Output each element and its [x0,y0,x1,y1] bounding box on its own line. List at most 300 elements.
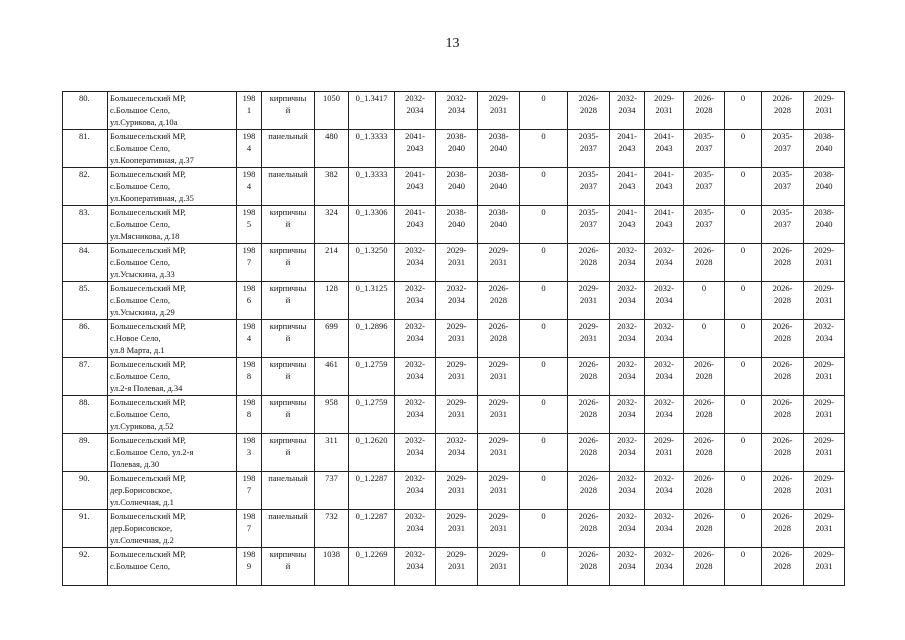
cell-line: 2031 [448,257,465,267]
cell-line: 2032- [617,245,637,255]
cell-line: 2031 [490,447,507,457]
row-number [63,130,108,168]
cell-line: 1038 [323,549,340,559]
period-cell [645,130,684,168]
row-number [63,244,108,282]
cell-line: 2040 [448,143,465,153]
zero-cell [725,548,762,586]
cell-line: 2037 [580,219,597,229]
cell-line: 2043 [655,181,673,191]
cell-line: ул.Солнечная, д.1 [110,497,174,507]
cell-line: 2034 [406,105,424,115]
address-cell [108,244,237,282]
cell-line: с.Новое Село, [110,333,161,343]
period-cell [645,434,684,472]
cell-line: 2028 [774,257,791,267]
period-cell [684,244,725,282]
row-number [63,510,108,548]
year-built-cell [237,320,262,358]
period-cell [568,510,610,548]
row-number [63,434,108,472]
cell-line: 2034 [406,371,424,381]
zero-cell [520,358,568,396]
cell-line: 2037 [774,219,791,229]
cell-line: 2034 [655,409,673,419]
year-built-cell [237,358,262,396]
area-cell [315,510,349,548]
cell-line: 2029- [488,511,509,521]
address-cell [108,282,237,320]
cell-line: 2029- [814,549,834,559]
cell-line: 2034 [448,105,465,115]
period-cell [762,510,804,548]
cell-line: 2034 [406,561,424,571]
address-cell [108,396,237,434]
cell-line: панельный [268,473,308,483]
cell-line: 0_1.2896 [355,321,388,331]
cell-line: кирпичны [269,435,307,445]
cell-line: 2038- [446,131,467,141]
cell-line: 2031 [815,523,833,533]
cell-line: 2031 [655,447,673,457]
cell-line: с.Большое Село, [110,257,170,267]
period-cell [645,168,684,206]
cell-line: 2038- [488,207,509,217]
zero-cell [520,244,568,282]
cell-line: 2028 [774,105,791,115]
cell-line: 80. [79,93,90,103]
cell-line: 2038- [814,131,834,141]
cell-line: 2034 [655,257,673,267]
cell-line: 198 [242,397,256,407]
cell-line: 2035- [578,169,599,179]
cell-line: 2035- [694,169,714,179]
period-cell [804,548,845,586]
period-cell [395,396,436,434]
cell-line: 1050 [323,93,340,103]
period-cell [610,206,645,244]
period-cell [645,92,684,130]
zero-cell [520,510,568,548]
cell-line: 2032- [617,321,637,331]
cell-line: 2032- [654,283,674,293]
cell-line: 9 [246,561,252,571]
cell-line: 2043 [618,219,636,229]
cell-line: ул.8 Марта, д.1 [110,345,165,355]
cell-line: 2028 [774,333,791,343]
year-built-cell [237,206,262,244]
cell-line: 2034 [618,485,636,495]
cell-line: 0_1.3417 [355,93,388,103]
cell-line: й [285,561,291,571]
cell-line: Полевая, д.30 [110,459,160,469]
period-cell [568,168,610,206]
cell-line: 2040 [815,181,833,191]
cell-line: с.Большое Село, [110,105,170,115]
period-cell [436,358,478,396]
cell-line: 2026- [694,397,714,407]
cell-line: 2032- [405,283,425,293]
address-cell [108,510,237,548]
cell-line: 2034 [655,485,673,495]
cell-line: 2032- [617,473,637,483]
cell-line: 2032- [654,511,674,521]
cell-line: 958 [325,397,338,407]
cell-line: 0 [541,511,546,521]
period-cell [645,396,684,434]
cell-line: с.Большое Село, [110,219,170,229]
cell-line: Большесельский МР, [110,473,186,483]
period-cell [684,92,725,130]
period-cell [568,244,610,282]
cell-line: 2034 [618,105,636,115]
cell-line: 2035- [578,207,599,217]
cell-line: й [285,371,291,381]
period-cell [804,168,845,206]
area-cell [315,282,349,320]
cell-line: 2034 [406,257,424,267]
cell-line: кирпичны [269,321,307,331]
cell-line: 2041- [617,207,637,217]
wall-material-cell [262,244,315,282]
cell-line: 2034 [815,333,833,343]
period-cell [762,168,804,206]
wall-material-cell [262,282,315,320]
cell-line: 2028 [774,371,791,381]
cell-line: 324 [325,207,338,217]
wall-material-cell [262,206,315,244]
index-cell [349,92,395,130]
cell-line: 2032- [405,435,425,445]
cell-line: 2026- [772,321,793,331]
table-row [63,282,845,320]
cell-line: 2037 [695,143,713,153]
cell-line: 91. [79,511,90,521]
period-cell [762,396,804,434]
year-built-cell [237,244,262,282]
cell-line: 2029- [814,283,834,293]
cell-line: 2028 [580,485,597,495]
cell-line: 2032- [617,549,637,559]
index-cell [349,434,395,472]
address-cell [108,92,237,130]
period-cell [568,282,610,320]
period-cell [804,396,845,434]
cell-line: 0 [740,245,746,255]
area-cell [315,168,349,206]
year-built-cell [237,92,262,130]
period-cell [684,282,725,320]
period-cell [478,320,520,358]
cell-line: 2032- [405,397,425,407]
cell-line: 2026- [772,511,793,521]
cell-line: 0_1.3125 [355,283,388,293]
cell-line: Большесельский МР, [110,131,186,141]
area-cell [315,130,349,168]
cell-line: 214 [325,245,338,255]
cell-line: 2029- [488,359,509,369]
cell-line: 2043 [406,143,424,153]
wall-material-cell [262,92,315,130]
cell-line: 2028 [580,523,597,533]
zero-cell [725,320,762,358]
table-row [63,244,845,282]
wall-material-cell [262,510,315,548]
cell-line: 2029- [446,245,467,255]
cell-line: с.Большое Село, [110,409,170,419]
cell-line: ул.Усыскина, д.33 [110,269,175,279]
cell-line: с.Большое Село, [110,371,170,381]
cell-line: 4 [246,143,252,153]
cell-line: 2026- [578,245,599,255]
cell-line: 2026- [772,283,793,293]
cell-line: 3 [246,447,252,457]
cell-line: 2032- [405,359,425,369]
cell-line: 2034 [618,371,636,381]
period-cell [610,282,645,320]
cell-line: 89. [79,435,90,445]
period-cell [762,434,804,472]
cell-line: 0_1.2269 [355,549,388,559]
cell-line: 2029- [814,511,834,521]
cell-line: 2026- [488,321,509,331]
cell-line: ул.Усыскина, д.29 [110,307,175,317]
cell-line: 2026- [694,245,714,255]
period-cell [610,472,645,510]
cell-line: 2037 [695,219,713,229]
cell-line: 2032- [405,93,425,103]
cell-line: 2037 [774,181,791,191]
period-cell [436,244,478,282]
cell-line: 2031 [490,105,507,115]
index-cell [349,168,395,206]
cell-line: 2031 [490,485,507,495]
cell-line: 0_1.3333 [355,169,388,179]
cell-line: 0 [541,93,546,103]
cell-line: 2032- [405,473,425,483]
period-cell [610,548,645,586]
cell-line: 2031 [815,257,833,267]
cell-line: 0 [740,169,746,179]
cell-line: с.Большое Село, [110,181,170,191]
year-built-cell [237,282,262,320]
period-cell [684,320,725,358]
period-cell [478,130,520,168]
period-cell [804,510,845,548]
cell-line: 2029- [814,473,834,483]
index-cell [349,130,395,168]
period-cell [684,130,725,168]
cell-line: 2028 [695,485,713,495]
cell-line: 2043 [618,143,636,153]
cell-line: 2029- [814,93,834,103]
cell-line: Большесельский МР, [110,511,186,521]
cell-line: 2041- [654,169,674,179]
cell-line: 2026- [694,93,714,103]
cell-line: 2041- [405,169,425,179]
cell-line: 2031 [448,409,465,419]
cell-line: 0 [541,397,546,407]
area-cell [315,396,349,434]
period-cell [395,434,436,472]
zero-cell [520,92,568,130]
wall-material-cell [262,358,315,396]
period-cell [478,472,520,510]
cell-line: 2034 [618,409,636,419]
zero-cell [520,206,568,244]
cell-line: 0_1.2620 [355,435,388,445]
cell-line: 2038- [488,169,509,179]
table-row [63,434,845,472]
cell-line: 0 [740,207,746,217]
period-cell [568,434,610,472]
cell-line: 2032- [446,93,467,103]
cell-line: 2031 [815,295,833,305]
cell-line: 2031 [580,295,597,305]
row-number [63,282,108,320]
wall-material-cell [262,396,315,434]
zero-cell [520,320,568,358]
cell-line: 2035- [694,207,714,217]
cell-line: 2031 [490,257,507,267]
page-number: 13 [445,36,460,51]
cell-line: й [285,447,291,457]
cell-line: 0 [740,511,746,521]
cell-line: 0 [740,397,746,407]
index-cell [349,510,395,548]
cell-line: 2028 [580,105,597,115]
cell-line: 2032- [446,435,467,445]
cell-line: 2037 [580,181,597,191]
period-cell [395,168,436,206]
period-cell [436,130,478,168]
cell-line: 87. [79,359,90,369]
cell-line: 2031 [490,409,507,419]
cell-line: 88. [79,397,90,407]
period-cell [395,282,436,320]
cell-line: 2032- [446,283,467,293]
cell-line: 2034 [655,295,673,305]
cell-line: 2034 [655,371,673,381]
zero-cell [520,168,568,206]
cell-line: 2034 [448,295,465,305]
cell-line: кирпичны [269,93,307,103]
cell-line: 2035- [772,169,793,179]
cell-line: 198 [242,245,256,255]
period-cell [568,320,610,358]
cell-line: 2032- [654,549,674,559]
row-number [63,548,108,586]
cell-line: 2040 [815,143,833,153]
cell-line: 2029- [814,359,834,369]
cell-line: 2031 [490,371,507,381]
cell-line: 0 [541,473,546,483]
cell-line: 0 [740,549,746,559]
area-cell [315,92,349,130]
cell-line: 2032- [654,397,674,407]
cell-line: 0_1.3250 [355,245,388,255]
index-cell [349,282,395,320]
cell-line: 2034 [655,333,673,343]
cell-line: 0 [541,169,546,179]
cell-line: 0 [740,359,746,369]
cell-line: 2029- [488,397,509,407]
cell-line: ул.Сурикова, д.52 [110,421,174,431]
cell-line: 0 [541,207,546,217]
row-number [63,320,108,358]
cell-line: 198 [242,169,256,179]
period-cell [762,472,804,510]
cell-line: 2043 [406,181,424,191]
index-cell [349,244,395,282]
period-cell [762,320,804,358]
table-row [63,548,845,586]
cell-line: 2028 [490,333,507,343]
cell-line: 85. [79,283,90,293]
cell-line: 0 [740,435,746,445]
zero-cell [520,548,568,586]
cell-line: 0_1.2287 [355,473,388,483]
row-number [63,206,108,244]
period-cell [762,92,804,130]
period-cell [610,434,645,472]
period-cell [395,472,436,510]
cell-line: 0 [541,359,546,369]
year-built-cell [237,168,262,206]
period-cell [436,510,478,548]
cell-line: 198 [242,473,256,483]
cell-line: 2038- [814,207,834,217]
zero-cell [725,282,762,320]
area-cell [315,206,349,244]
cell-line: 2043 [655,143,673,153]
cell-line: 2034 [618,333,636,343]
address-cell [108,206,237,244]
period-cell [395,244,436,282]
year-built-cell [237,510,262,548]
cell-line: 2029- [446,511,467,521]
period-cell [436,548,478,586]
wall-material-cell [262,548,315,586]
period-cell [436,434,478,472]
cell-line: 2038- [488,131,509,141]
cell-line: 2034 [655,561,673,571]
table-row [63,358,845,396]
cell-line: 2034 [448,447,465,457]
zero-cell [725,92,762,130]
cell-line: 2028 [580,257,597,267]
period-cell [478,92,520,130]
cell-line: 2031 [815,371,833,381]
area-cell [315,548,349,586]
cell-line: 2034 [618,447,636,457]
cell-line: дер.Борисовское, [110,523,173,533]
cell-line: 2038- [814,169,834,179]
cell-line: 92. [79,549,90,559]
cell-line: 2026- [772,397,793,407]
period-cell [478,434,520,472]
row-number [63,92,108,130]
row-number [63,168,108,206]
address-cell [108,320,237,358]
table-row [63,396,845,434]
cell-line: 2035- [578,131,599,141]
period-cell [436,92,478,130]
cell-line: 2028 [774,485,791,495]
period-cell [436,168,478,206]
period-cell [804,244,845,282]
period-cell [478,358,520,396]
